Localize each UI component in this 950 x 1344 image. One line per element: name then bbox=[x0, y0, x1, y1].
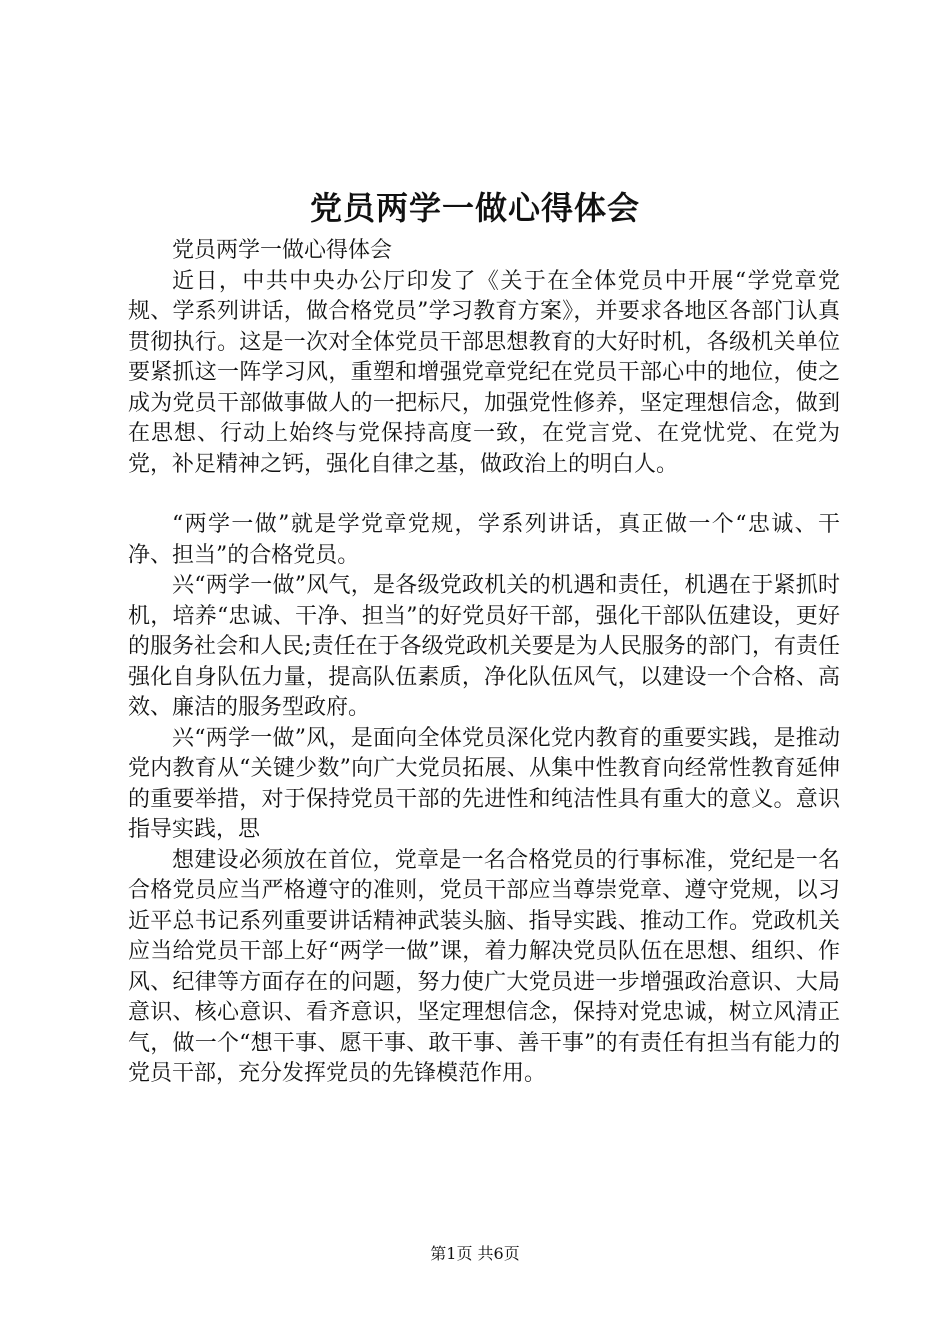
paragraph-definition: “两学一做”就是学党章党规，学系列讲话，真正做一个“忠诚、干净、担当”的合格党员。 bbox=[128, 512, 840, 568]
paragraph-subtitle: 党员两学一做心得体会 bbox=[172, 238, 393, 263]
document-body bbox=[128, 236, 840, 1090]
paragraph-practice: 兴“两学一做”风，是面向全体党员深化党内教育的重要实践，是推动党内教育从“关键少数”向广大党员拓展、从集中性教育向经常性教育延伸的重要举措，对于保持党员干部的先进性和纯洁性具有重大的意义。意识指导实践，思 bbox=[128, 725, 840, 842]
document-title: 党员两学一做心得体会 bbox=[309, 189, 640, 227]
paragraph-ideology: 想建设必须放在首位，党章是一名合格党员的行事标准，党纪是一名合格党员应当严格遵守的准则，党员干部应当尊崇党章、遵守党规，以习近平总书记系列重要讲话精神武装头脑、指导实践、推动工作。党政机关应当给党员干部上好“两学一做”课，着力解决党员队伍在思想、组织、作风、纪律等方面存在的问题，努力使广大党员进一步增强政治意识、大局意识、核心意识、看齐意识，坚定理想信念，保持对党忠诚，树立风清正气，做一个“想干事、愿干事、敢干事、善干事”的有责任有担当有能力的党员干部，充分发挥党员的先锋模范作用。 bbox=[128, 847, 840, 1086]
paragraph-opportunity: 兴“两学一做”风气，是各级党政机关的机遇和责任，机遇在于紧抓时机，培养“忠诚、干净、担当”的好党员好干部，强化干部队伍建设，更好的服务社会和人民;责任在于各级党政机关要是为人民服务的部门，有责任强化自身队伍力量，提高队伍素质，净化队伍风气，以建设一个合格、高效、廉洁的服务型政府。 bbox=[128, 573, 840, 720]
paragraph-intro: 近日，中共中央办公厅印发了《关于在全体党员中开展“学党章党规、学系列讲话，做合格党员”学习教育方案》，并要求各地区各部门认真贯彻执行。这是一次对全体党员干部思想教育的大好时机，各级机关单位要紧抓这一阵学习风，重塑和增强党章党纪在党员干部心中的地位，使之成为党员干部做事做人的一把标尺，加强党性修养，坚定理想信念，做到在思想、行动上始终与党保持高度一致，在党言党、在党忧党、在党为党，补足精神之钙，强化自律之基，做政治上的明白人。 bbox=[128, 268, 840, 477]
page-number-footer: 第1页 共6页 bbox=[430, 1244, 520, 1263]
